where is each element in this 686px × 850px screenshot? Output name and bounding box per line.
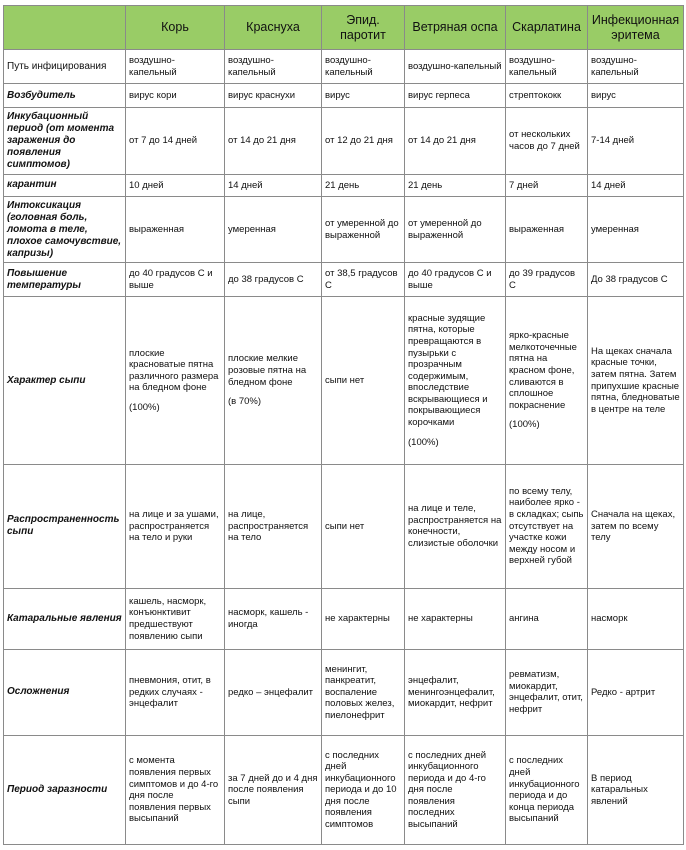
cell: вирус xyxy=(588,84,684,108)
cell: на лице и теле, распространяется на конечности, слизистые оболочки xyxy=(405,464,506,589)
cell-percent: (100%) xyxy=(129,401,160,413)
cell: ревматизм, миокардит, энцефалит, отит, нефрит xyxy=(506,649,588,736)
cell: до 38 градусов С xyxy=(225,263,322,297)
cell: вирус краснухи xyxy=(225,84,322,108)
row-label: Интоксикация (головная боль, ломота в теле, плохое самочувствие, капризы) xyxy=(4,196,126,262)
cell: воздушно-капельный xyxy=(225,50,322,84)
cell: вирус xyxy=(322,84,405,108)
header-rubella: Краснуха xyxy=(225,6,322,50)
infection-comparison-table xyxy=(3,5,684,845)
cell: за 7 дней до и 4 дня после появления сыпи xyxy=(225,736,322,845)
cell-percent: (100%) xyxy=(509,419,540,431)
cell: 14 дней xyxy=(225,174,322,196)
cell: 14 дней xyxy=(588,174,684,196)
cell: стрептококк xyxy=(506,84,588,108)
cell: не характерны xyxy=(405,589,506,649)
cell: вирус герпеса xyxy=(405,84,506,108)
cell: до 40 градусов С и выше xyxy=(126,263,225,297)
row-label: Осложнения xyxy=(4,649,126,736)
cell: 7-14 дней xyxy=(588,108,684,174)
cell: ангина xyxy=(506,589,588,649)
cell: от умеренной до выраженной xyxy=(405,196,506,262)
row-incubation xyxy=(4,108,684,174)
cell: кашель, насморк, конъюнктивит предшествуют появлению сыпи xyxy=(126,589,225,649)
cell: сыпи нет xyxy=(322,297,405,464)
cell: до 39 градусов С xyxy=(506,263,588,297)
cell: энцефалит, менингоэнцефалит, миокардит, нефрит xyxy=(405,649,506,736)
cell: Редко - артрит xyxy=(588,649,684,736)
row-rash-spread xyxy=(4,464,684,589)
cell xyxy=(506,297,588,464)
cell: на лице и за ушами, распространяется на тело и руки xyxy=(126,464,225,589)
cell: от 7 до 14 дней xyxy=(126,108,225,174)
cell: с момента появления первых симптомов и до 4-го дня после появления первых высыпаний xyxy=(126,736,225,845)
cell: Сначала на щеках, затем по всему телу xyxy=(588,464,684,589)
cell: выраженная xyxy=(506,196,588,262)
cell: До 38 градусов С xyxy=(588,263,684,297)
cell: сыпи нет xyxy=(322,464,405,589)
cell: воздушно-капельный xyxy=(126,50,225,84)
cell: по всему телу, наиболее ярко - в складках; сыпь отсутствует на участке кожи между носом и верхней губой xyxy=(506,464,588,589)
row-pathogen xyxy=(4,84,684,108)
cell: воздушно-капельный xyxy=(588,50,684,84)
header-chickenpox: Ветряная оспа xyxy=(405,6,506,50)
header-scarlet-fever: Скарлатина xyxy=(506,6,588,50)
cell xyxy=(126,297,225,464)
row-quarantine xyxy=(4,174,684,196)
cell: с последних дней инкубационного периода и до 4-го дня после появления последних высыпаний xyxy=(405,736,506,845)
cell: воздушно-капельный xyxy=(322,50,405,84)
cell: 10 дней xyxy=(126,174,225,196)
header-erythema: Инфекционная эритема xyxy=(588,6,684,50)
cell-text: плоские красноватые пятна различного размера на бледном фоне xyxy=(129,347,219,394)
cell: насморк xyxy=(588,589,684,649)
cell: умеренная xyxy=(225,196,322,262)
row-catarrhal xyxy=(4,589,684,649)
header-mumps: Эпид. паротит xyxy=(322,6,405,50)
cell: воздушно-капельный xyxy=(405,50,506,84)
cell: В период катаральных явлений xyxy=(588,736,684,845)
cell: от 14 до 21 дня xyxy=(405,108,506,174)
cell: от умеренной до выраженной xyxy=(322,196,405,262)
row-complications xyxy=(4,649,684,736)
cell: до 40 градусов С и выше xyxy=(405,263,506,297)
row-label: карантин xyxy=(4,174,126,196)
header-measles: Корь xyxy=(126,6,225,50)
cell-text: красные зудящие пятна, которые превращаются в пузырьки с прозрачным содержимым, впоследствие вскрывающиеся и покрывающиеся корочками xyxy=(408,312,488,429)
cell: 7 дней xyxy=(506,174,588,196)
cell: выраженная xyxy=(126,196,225,262)
cell: менингит, панкреатит, воспаление половых желез, пиелонефрит xyxy=(322,649,405,736)
cell: с последних дней инкубационного периода и до конца периода высыпаний xyxy=(506,736,588,845)
row-rash-type xyxy=(4,297,684,464)
row-intoxication xyxy=(4,196,684,262)
cell: на лице, распространяется на тело xyxy=(225,464,322,589)
cell: от 38,5 градусов С xyxy=(322,263,405,297)
header-row xyxy=(4,6,684,50)
cell-text: плоские мелкие розовые пятна на бледном фоне xyxy=(228,353,307,388)
cell-percent: (100%) xyxy=(408,436,439,448)
row-label: Возбудитель xyxy=(4,84,126,108)
cell xyxy=(405,297,506,464)
cell: с последних дней инкубационного периода и до 10 дня после появления симптомов xyxy=(322,736,405,845)
cell: от нескольких часов до 7 дней xyxy=(506,108,588,174)
row-temperature xyxy=(4,263,684,297)
cell-text: ярко-красные мелкоточечные пятна на красном фоне, сливаются в сплошное покраснение xyxy=(509,330,577,411)
cell: воздушно-капельный xyxy=(506,50,588,84)
cell: от 14 до 21 дня xyxy=(225,108,322,174)
cell-percent: (в 70%) xyxy=(228,396,262,408)
row-label: Инкубационный период (от момента заражения до появления симптомов) xyxy=(4,108,126,174)
cell: вирус кори xyxy=(126,84,225,108)
row-label: Распространенность сыпи xyxy=(4,464,126,589)
header-corner xyxy=(4,6,126,50)
cell: от 12 до 21 дня xyxy=(322,108,405,174)
cell: пневмония, отит, в редких случаях - энцефалит xyxy=(126,649,225,736)
row-label: Катаральные явления xyxy=(4,589,126,649)
cell: редко – энцефалит xyxy=(225,649,322,736)
row-contagious-period xyxy=(4,736,684,845)
row-label: Путь инфицирования xyxy=(4,50,126,84)
row-label: Характер сыпи xyxy=(4,297,126,464)
cell: 21 день xyxy=(405,174,506,196)
cell xyxy=(225,297,322,464)
row-label: Повышение температуры xyxy=(4,263,126,297)
cell: насморк, кашель - иногда xyxy=(225,589,322,649)
cell: умеренная xyxy=(588,196,684,262)
row-label: Период заразности xyxy=(4,736,126,845)
cell: 21 день xyxy=(322,174,405,196)
row-transmission xyxy=(4,50,684,84)
cell: не характерны xyxy=(322,589,405,649)
cell: На щеках сначала красные точки, затем пятна. Затем припухшие красные пятна, бледноватые в центре на теле xyxy=(588,297,684,464)
